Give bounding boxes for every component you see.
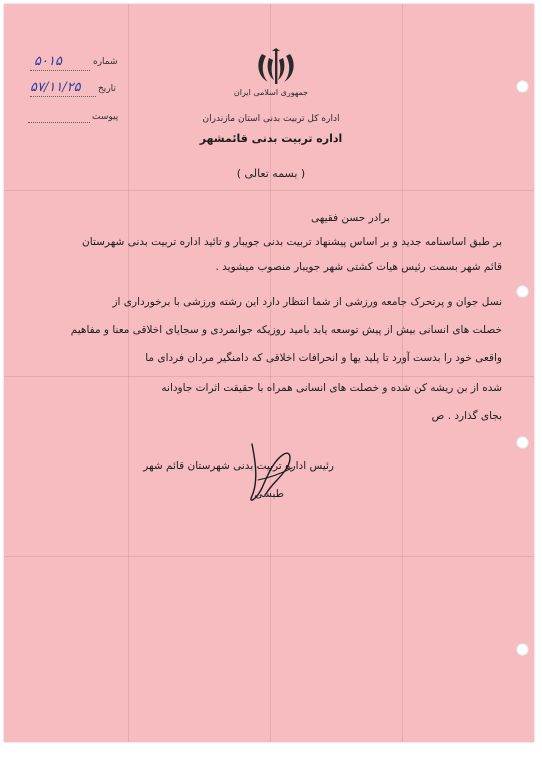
punch-hole [516,643,529,656]
body-line: واقعی خود را بدست آورد تا پلید یها و انحرافات اخلاقی که دامنگیر مردان فردای ما [145,352,502,364]
letter-number-label: شماره [93,57,118,67]
attachment-label: پیوست [92,112,119,122]
salutation: برادر حسن فقیهی [311,212,390,224]
number-dotline [30,70,90,71]
body-line: خصلت های انسانی بیش از پیش توسعه یابد بامید روزیکه جوانمردی و سجایای اخلاقی معنا و مفاهیم [70,324,502,336]
organization-line-2: اداره تربیت بدنی قائمشهر [199,132,343,145]
punch-hole [516,285,529,298]
letter-date-value: ۵۷/۱۱/۲۵ [30,80,81,95]
letter-date-label: تاریخ [98,84,116,94]
signature-title: رئیس اداره تربیت بدنی شهرستان قائم شهر [143,460,334,472]
fold-line [4,556,534,557]
emblem-caption: جمهوری اسلامی ایران [233,88,309,97]
handwritten-signature-icon [222,434,322,514]
fold-line [4,190,534,191]
body-line: بر طبق اساسنامه جدید و بر اساس پیشنهاد تربیت بدنی جویبار و تائید اداره تربیت بدنی شهرستان [82,236,502,248]
invocation: ( بسمه تعالی ) [236,167,306,180]
letter-number-value: ۵۰۱۵ [34,54,62,69]
signature-name: طبسی [254,488,284,500]
body-line: قائم شهر بسمت رئیس هیات کشتی شهر جویبار منصوب میشوید . [215,261,502,273]
body-line: بجای گذارد . ص [431,410,502,422]
body-line: شده از بن ریشه کن شده و خصلت های انسانی همراه با حقیقت اثرات جاودانه [161,382,502,394]
punch-hole [516,436,529,449]
organization-line-1: اداره کل تربیت بدنی استان مازندران [202,114,340,124]
fold-line [4,376,534,377]
body-line: نسل جوان و پرتحرک جامعه ورزشی از شما انتظار دارد این رشته ورزشی با برخورداری از [112,296,502,308]
iran-emblem-icon [254,48,298,88]
